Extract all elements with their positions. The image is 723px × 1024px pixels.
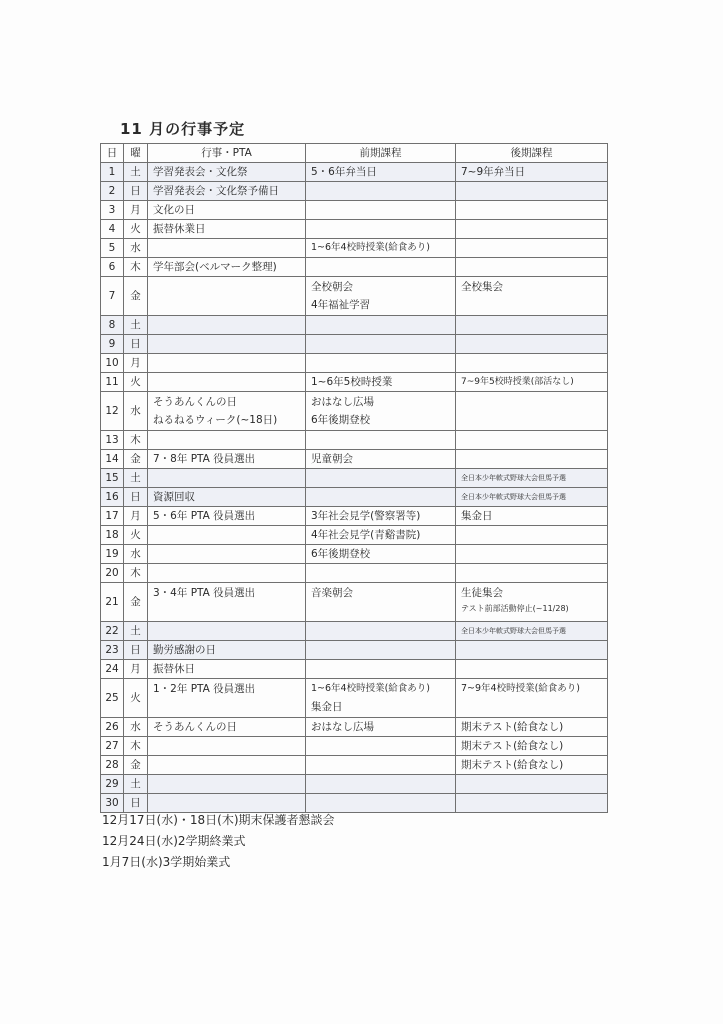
cell-line: 学習発表会・文化祭予備日: [153, 185, 279, 197]
cell-line: そうあんくんの日: [153, 721, 237, 733]
late-cell: [456, 316, 608, 335]
late-cell: [456, 469, 608, 488]
late-cell: [456, 622, 608, 641]
late-cell: [456, 239, 608, 258]
table-row: [101, 258, 608, 277]
weekday-cell: 月: [124, 660, 148, 679]
day-cell: 17: [101, 507, 124, 526]
early-cell: [306, 775, 456, 794]
weekday-cell: 金: [124, 450, 148, 469]
weekday-cell: 水: [124, 545, 148, 564]
cell-line: 生徒集会: [461, 587, 503, 599]
pta-cell: [148, 718, 306, 737]
cell-line: 3・4年 PTA 役員選出: [153, 587, 256, 599]
pta-cell: [148, 660, 306, 679]
cell-line: 全校朝会: [311, 281, 353, 293]
cell-line: 1~6年4校時授業(給食あり): [311, 242, 431, 253]
weekday-cell: 木: [124, 564, 148, 583]
early-cell: [306, 450, 456, 469]
weekday-cell: 水: [124, 239, 148, 258]
pta-cell: [148, 239, 306, 258]
table-row: [101, 450, 608, 469]
table-row: [101, 718, 608, 737]
table-row: [101, 469, 608, 488]
cell-line: 全日本少年軟式野球大会但馬予選: [461, 627, 566, 635]
early-cell: [306, 507, 456, 526]
weekday-cell: 土: [124, 775, 148, 794]
table-row: [101, 679, 608, 718]
header-late-course: 後期課程: [456, 144, 608, 163]
header-early-course: 前期課程: [306, 144, 456, 163]
weekday-cell: 月: [124, 354, 148, 373]
weekday-cell: 日: [124, 488, 148, 507]
weekday-cell: 木: [124, 737, 148, 756]
pta-cell: [148, 507, 306, 526]
table-row: [101, 354, 608, 373]
note-item: 12月24日(水)2学期終業式: [102, 834, 246, 848]
late-cell: [456, 201, 608, 220]
day-cell: 7: [101, 277, 124, 316]
early-cell: [306, 641, 456, 660]
pta-cell: [148, 679, 306, 718]
weekday-cell: 火: [124, 220, 148, 239]
pta-cell: [148, 163, 306, 182]
weekday-cell: 火: [124, 526, 148, 545]
pta-cell: [148, 220, 306, 239]
weekday-cell: 金: [124, 277, 148, 316]
cell-line: 学習発表会・文化祭: [153, 166, 248, 178]
day-cell: 1: [101, 163, 124, 182]
table-row: [101, 775, 608, 794]
pta-cell: [148, 488, 306, 507]
table-row: [101, 756, 608, 775]
table-row: [101, 316, 608, 335]
early-cell: [306, 622, 456, 641]
schedule-body: [101, 163, 608, 813]
day-cell: 10: [101, 354, 124, 373]
early-cell: [306, 545, 456, 564]
pta-cell: [148, 354, 306, 373]
cell-line: 勤労感謝の日: [153, 644, 216, 656]
table-row: [101, 163, 608, 182]
cell-line: 集金日: [461, 510, 493, 522]
late-cell: [456, 182, 608, 201]
pta-cell: [148, 392, 306, 431]
weekday-cell: 日: [124, 641, 148, 660]
table-row: [101, 737, 608, 756]
late-cell: [456, 526, 608, 545]
late-cell: [456, 583, 608, 622]
early-cell: [306, 220, 456, 239]
weekday-cell: 金: [124, 583, 148, 622]
cell-line: そうあんくんの日: [153, 396, 237, 408]
table-row: [101, 220, 608, 239]
pta-cell: [148, 737, 306, 756]
weekday-cell: 土: [124, 316, 148, 335]
weekday-cell: 土: [124, 163, 148, 182]
late-cell: [456, 220, 608, 239]
day-cell: 5: [101, 239, 124, 258]
late-cell: [456, 737, 608, 756]
late-cell: [456, 335, 608, 354]
early-cell: [306, 564, 456, 583]
cell-line: 期末テスト(給食なし): [461, 740, 564, 752]
early-cell: [306, 737, 456, 756]
table-row: [101, 373, 608, 392]
page-title: 11 月の行事予定: [120, 120, 246, 138]
weekday-cell: 日: [124, 335, 148, 354]
weekday-cell: 金: [124, 756, 148, 775]
weekday-cell: 日: [124, 794, 148, 813]
day-cell: 29: [101, 775, 124, 794]
early-cell: [306, 431, 456, 450]
early-cell: [306, 488, 456, 507]
early-cell: [306, 718, 456, 737]
cell-line: 1~6年5校時授業: [311, 376, 393, 388]
table-row: [101, 201, 608, 220]
day-cell: 4: [101, 220, 124, 239]
pta-cell: [148, 526, 306, 545]
late-cell: [456, 373, 608, 392]
cell-line: 全日本少年軟式野球大会但馬予選: [461, 474, 566, 482]
day-cell: 19: [101, 545, 124, 564]
cell-line: 全校集会: [461, 281, 503, 293]
pta-cell: [148, 373, 306, 392]
table-row: [101, 526, 608, 545]
table-row: [101, 641, 608, 660]
weekday-cell: 月: [124, 507, 148, 526]
table-row: [101, 660, 608, 679]
day-cell: 22: [101, 622, 124, 641]
cell-line: 7~9年5校時授業(部活なし): [461, 377, 574, 387]
weekday-cell: 木: [124, 431, 148, 450]
early-cell: [306, 335, 456, 354]
cell-line: 振替休業日: [153, 223, 206, 235]
early-cell: [306, 526, 456, 545]
cell-line: 文化の日: [153, 204, 195, 216]
weekday-cell: 火: [124, 679, 148, 718]
cell-line: 4年社会見学(青谿書院): [311, 529, 421, 541]
early-cell: [306, 469, 456, 488]
weekday-cell: 土: [124, 469, 148, 488]
cell-line: 7~9年弁当日: [461, 166, 526, 178]
pta-cell: [148, 316, 306, 335]
cell-line: 全日本少年軟式野球大会但馬予選: [461, 493, 566, 501]
cell-line: ねるねるウィーク(~18日): [153, 414, 278, 426]
late-cell: [456, 679, 608, 718]
day-cell: 12: [101, 392, 124, 431]
day-cell: 25: [101, 679, 124, 718]
table-row: [101, 182, 608, 201]
table-row: [101, 431, 608, 450]
early-cell: [306, 239, 456, 258]
late-cell: [456, 660, 608, 679]
day-cell: 6: [101, 258, 124, 277]
pta-cell: [148, 641, 306, 660]
cell-line: テスト前部活動停止(~11/28): [461, 604, 569, 613]
pta-cell: [148, 545, 306, 564]
early-cell: [306, 679, 456, 718]
table-row: [101, 392, 608, 431]
pta-cell: [148, 258, 306, 277]
day-cell: 27: [101, 737, 124, 756]
pta-cell: [148, 775, 306, 794]
early-cell: [306, 316, 456, 335]
table-row: [101, 622, 608, 641]
pta-cell: [148, 469, 306, 488]
cell-line: 期末テスト(給食なし): [461, 721, 564, 733]
late-cell: [456, 450, 608, 469]
late-cell: [456, 564, 608, 583]
schedule-table: [100, 143, 608, 813]
early-cell: [306, 392, 456, 431]
cell-line: 7・8年 PTA 役員選出: [153, 453, 256, 465]
table-row: [101, 277, 608, 316]
pta-cell: [148, 756, 306, 775]
early-cell: [306, 182, 456, 201]
table-row: [101, 583, 608, 622]
late-cell: [456, 718, 608, 737]
early-cell: [306, 373, 456, 392]
cell-line: おはなし広場: [311, 396, 374, 408]
late-cell: [456, 431, 608, 450]
early-cell: [306, 201, 456, 220]
table-row: [101, 545, 608, 564]
weekday-cell: 水: [124, 718, 148, 737]
late-cell: [456, 392, 608, 431]
late-cell: [456, 756, 608, 775]
cell-line: 1~6年4校時授業(給食あり): [311, 683, 431, 694]
late-cell: [456, 258, 608, 277]
cell-line: 資源回収: [153, 491, 195, 503]
weekday-cell: 水: [124, 392, 148, 431]
day-cell: 26: [101, 718, 124, 737]
pta-cell: [148, 277, 306, 316]
table-row: [101, 335, 608, 354]
pta-cell: [148, 622, 306, 641]
weekday-cell: 土: [124, 622, 148, 641]
day-cell: 15: [101, 469, 124, 488]
cell-line: 音楽朝会: [311, 587, 353, 599]
early-cell: [306, 277, 456, 316]
header-weekday: 曜: [124, 144, 148, 163]
header-day: 日: [101, 144, 124, 163]
cell-line: 学年部会(ベルマーク整理): [153, 261, 277, 273]
pta-cell: [148, 201, 306, 220]
pta-cell: [148, 431, 306, 450]
note-item: 12月17日(水)・18日(木)期末保護者懇談会: [102, 813, 335, 827]
early-cell: [306, 756, 456, 775]
late-cell: [456, 775, 608, 794]
late-cell: [456, 641, 608, 660]
early-cell: [306, 258, 456, 277]
cell-line: 5・6年弁当日: [311, 166, 377, 178]
day-cell: 11: [101, 373, 124, 392]
pta-cell: [148, 182, 306, 201]
day-cell: 14: [101, 450, 124, 469]
early-cell: [306, 354, 456, 373]
cell-line: 児童朝会: [311, 453, 353, 465]
day-cell: 3: [101, 201, 124, 220]
day-cell: 16: [101, 488, 124, 507]
note-item: 1月7日(水)3学期始業式: [102, 855, 231, 869]
table-row: [101, 239, 608, 258]
cell-line: 3年社会見学(警察署等): [311, 510, 421, 522]
cell-line: 7~9年4校時授業(給食あり): [461, 683, 581, 694]
day-cell: 9: [101, 335, 124, 354]
day-cell: 28: [101, 756, 124, 775]
day-cell: 20: [101, 564, 124, 583]
day-cell: 2: [101, 182, 124, 201]
cell-line: 期末テスト(給食なし): [461, 759, 564, 771]
late-cell: [456, 794, 608, 813]
late-cell: [456, 163, 608, 182]
table-row: [101, 564, 608, 583]
late-cell: [456, 545, 608, 564]
early-cell: [306, 163, 456, 182]
pta-cell: [148, 335, 306, 354]
cell-line: 1・2年 PTA 役員選出: [153, 683, 256, 695]
early-cell: [306, 583, 456, 622]
day-cell: 23: [101, 641, 124, 660]
cell-line: 5・6年 PTA 役員選出: [153, 510, 256, 522]
cell-line: 4年福祉学習: [311, 299, 371, 311]
weekday-cell: 月: [124, 201, 148, 220]
late-cell: [456, 277, 608, 316]
table-row: [101, 488, 608, 507]
header-row: [101, 144, 608, 163]
cell-line: 6年後期登校: [311, 414, 371, 426]
weekday-cell: 日: [124, 182, 148, 201]
pta-cell: [148, 583, 306, 622]
late-cell: [456, 507, 608, 526]
header-events-pta: 行事・PTA: [148, 144, 306, 163]
day-cell: 18: [101, 526, 124, 545]
day-cell: 8: [101, 316, 124, 335]
table-row: [101, 507, 608, 526]
day-cell: 30: [101, 794, 124, 813]
early-cell: [306, 660, 456, 679]
day-cell: 21: [101, 583, 124, 622]
pta-cell: [148, 564, 306, 583]
cell-line: 振替休日: [153, 663, 195, 675]
pta-cell: [148, 450, 306, 469]
cell-line: おはなし広場: [311, 721, 374, 733]
notes: [102, 810, 335, 873]
late-cell: [456, 354, 608, 373]
late-cell: [456, 488, 608, 507]
weekday-cell: 火: [124, 373, 148, 392]
cell-line: 集金日: [311, 701, 343, 713]
day-cell: 13: [101, 431, 124, 450]
day-cell: 24: [101, 660, 124, 679]
cell-line: 6年後期登校: [311, 548, 371, 560]
weekday-cell: 木: [124, 258, 148, 277]
